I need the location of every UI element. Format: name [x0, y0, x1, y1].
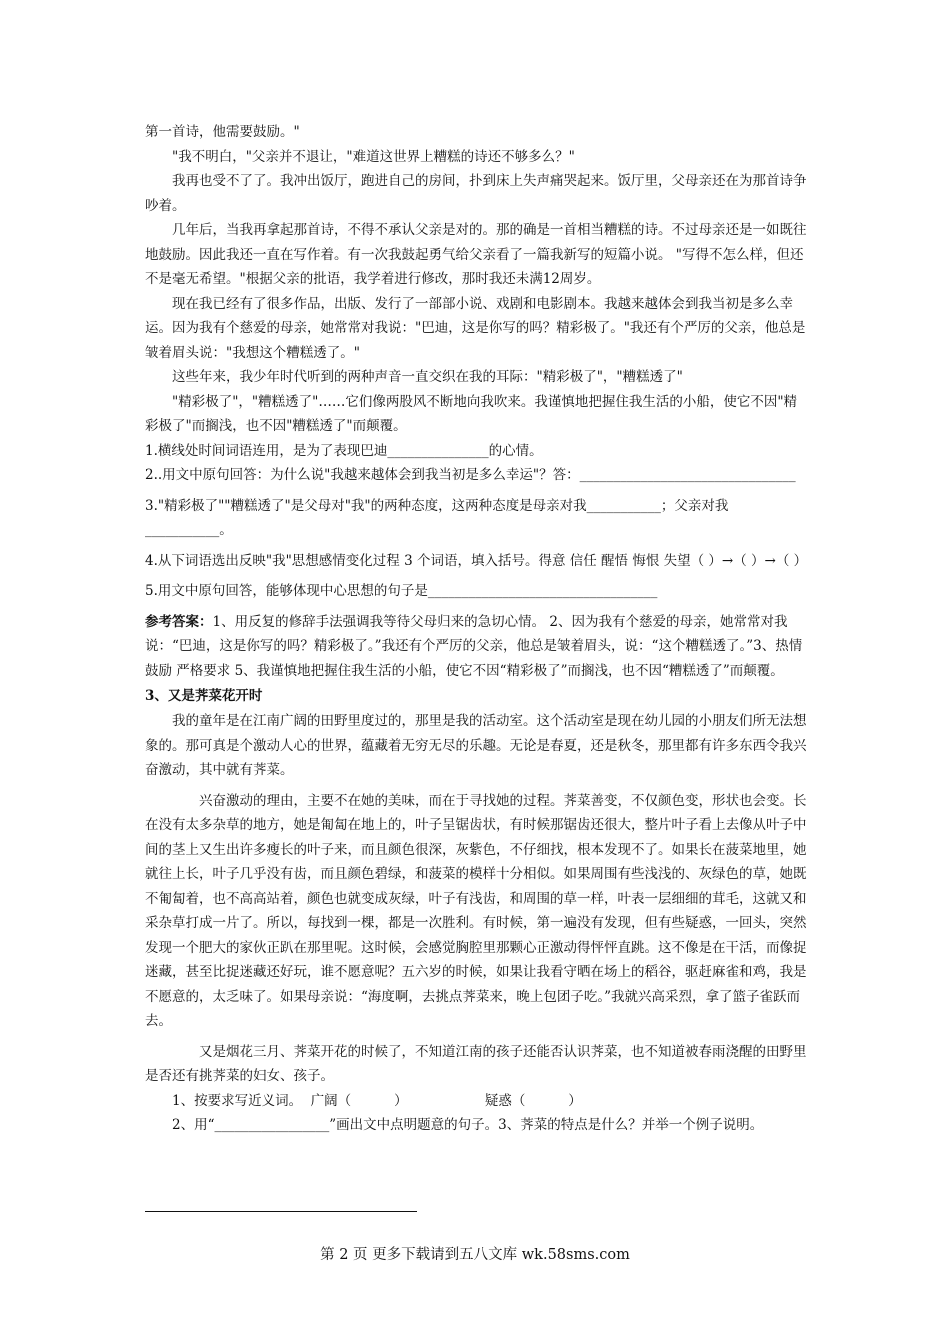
- answer-text: 1、用反复的修辞手法强调我等待父母归来的急切心情。 2、因为我有个慈爱的母亲，她常常对我说：“巴迪，这是你写的吗？精彩极了。”我还有个严厉的父亲，他总是皱着眉头，说：“这个糟糕透了。”3、热情鼓励 严格要求 5、我谨慎地把握住我生活的小船，使它不因“精彩极了”而搁浅，也不因“糟糕透了”而颠覆。: [145, 613, 803, 679]
- section-question-1: 1、按要求写近义词。 广阔（ ） 疑惑（ ）: [172, 1092, 582, 1109]
- story-paragraph: 几年后，当我再拿起那首诗，不得不承认父亲是对的。那的确是一首相当糟糕的诗。不过母亲还是一如既往地鼓励。因此我还一直在写作着。有一次我鼓起勇气给父亲看了一篇我新写的短篇小说。 "写得不怎么样，但还不是毫无希望。"根据父亲的批语，我学着进行修改，那时我还未满12周岁。: [145, 222, 807, 287]
- section-title: 3、又是荠菜花开时: [145, 688, 263, 704]
- answer-block: [145, 610, 810, 684]
- story-paragraph: "精彩极了"，"糟糕透了"……它们像两股风不断地向我吹来。我谨慎地把握住我生活的小船，使它不因"精彩极了"而搁浅，也不因"糟糕透了"而颠覆。: [145, 393, 798, 434]
- answer-label: 参考答案：: [145, 613, 213, 630]
- question-3: 3."精彩极了""糟糕透了"是父母对"我"的两种态度，这两种态度是母亲对我___________；父亲对我___________。: [145, 497, 729, 538]
- section-question-2: [145, 1113, 810, 1138]
- document-body: [145, 120, 810, 1138]
- story-paragraph: 我再也受不了了。我冲出饭厅，跑进自己的房间，扑到床上失声痛哭起来。饭厅里，父母亲还在为那首诗争吵着。: [145, 173, 807, 214]
- section-paragraph: 兴奋激动的理由，主要不在她的美味，而在于寻找她的过程。荠菜善变，不仅颜色变，形状也会变。长在没有太多杂草的地方，她是匍匐在地上的，叶子呈锯齿状，有时候那锯齿还很大，整片叶子看上去像从叶子中间的茎上又生出许多瘦长的叶子来，而且颜色很深，灰紫色，不仔细找，根本发现不了。如果长在菠菜地里，她就往上长，叶子几乎没有齿，而且颜色碧绿，和菠菜的模样十分相似。如果周围有些浅浅的、灰绿色的草，她既不匍匐着，也不高高站着，颜色也就变成灰绿，叶子有浅齿，和周围的草一样，叶表一层细细的茸毛，这就又和采杂草打成一片了。所以，每找到一棵，都是一次胜利。有时候，第一遍没有发现，但有些疑惑，一回头，突然发现一个肥大的家伙正趴在那里呢。这时候，会感觉胸腔里那颗心正激动得怦怦直跳。这不像是在干活，而像捉迷藏，甚至比捉迷藏还好玩，谁不愿意呢？五六岁的时候，如果让我看守晒在场上的稻谷，驱赶麻雀和鸡，我是不愿意的，太乏味了。如果母亲说：“海度啊，去挑点荠菜来，晚上包团子吃。”我就兴高采烈，拿了篮子雀跃而去。: [145, 792, 807, 1029]
- story-paragraph: 现在我已经有了很多作品，出版、发行了一部部小说、戏剧和电影剧本。我越来越体会到我当初是多么幸运。因为我有个慈爱的母亲，她常常对我说："巴迪，这是你写的吗？精彩极了。"我还有个严厉的父亲，他总是皱着眉头说："我想这个糟糕透了。": [145, 295, 806, 361]
- question-2: 2..用文中原句回答：为什么说"我越来越体会到我当初是多么幸运"？答：________________________________: [145, 467, 796, 483]
- question-5: 5.用文中原句回答，能够体现中心思想的句子是__________________________________: [145, 583, 658, 599]
- page-footer: 第 2 页 更多下载请到五八文库 wk.58sms.com: [320, 1247, 630, 1263]
- q2-suffix: ”画出文中点明题意的句子。3、荠菜的特点是什么？并举一个例子说明。: [329, 1117, 764, 1133]
- answer-line: [145, 1211, 417, 1212]
- question-1: 1.横线处时间词语连用，是为了表现巴迪_______________的心情。: [145, 442, 543, 459]
- question-4: 4.从下词语选出反映"我"思想感情变化过程 3 个词语，填入括号。得意 信任 醒悟 悔恨 失望（ ）→（ ）→（ ）: [145, 552, 808, 569]
- section-paragraph: 又是烟花三月、荠菜开花的时候了，不知道江南的孩子还能否认识荠菜，也不知道被春雨浇醒的田野里是否还有挑荠菜的妇女、孩子。: [145, 1043, 807, 1084]
- story-paragraph: "我不明白，"父亲并不退让，"难道这世界上糟糕的诗还不够多么？": [172, 148, 575, 165]
- q2-prefix: 2、用“: [172, 1117, 215, 1133]
- section-paragraph: 我的童年是在江南广阔的田野里度过的，那里是我的活动室。这个活动室是现在幼儿园的小朋友们所无法想象的。那可真是个激动人心的世界，蕴藏着无穷无尽的乐趣。无论是春夏，还是秋冬，那里都有许多东西令我兴奋激动，其中就有荠菜。: [145, 713, 807, 778]
- story-paragraph: 第一首诗，他需要鼓励。": [145, 124, 300, 140]
- story-paragraph: 这些年来，我少年时代听到的两种声音一直交织在我的耳际："精彩极了"，"糟糕透了": [172, 369, 683, 385]
- q2-blank: _________________: [214, 1117, 330, 1133]
